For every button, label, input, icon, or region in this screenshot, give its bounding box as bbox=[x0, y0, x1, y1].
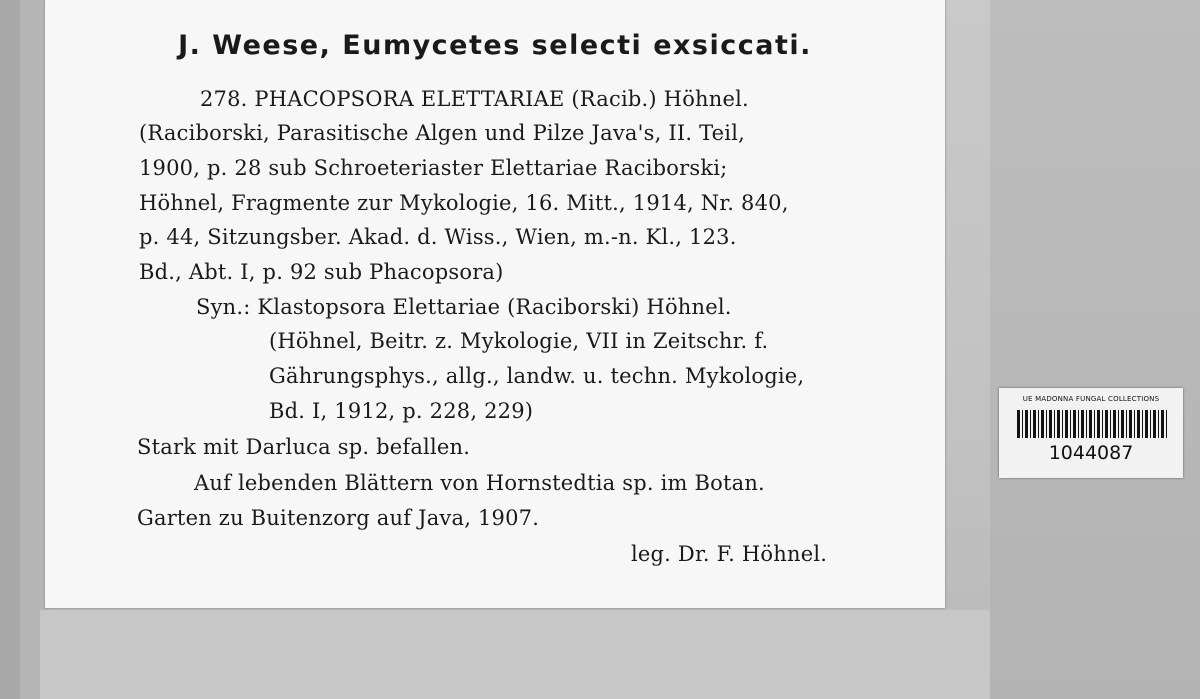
label-line-infection-note: Stark mit Darluca sp. befallen. bbox=[137, 435, 471, 459]
label-line-citation-3: Höhnel, Fragmente zur Mykologie, 16. Mitt., 1914, Nr. 840, bbox=[139, 191, 789, 215]
label-line-synonym-ref-1: (Höhnel, Beitr. z. Mykologie, VII in Zeitschr. f. bbox=[269, 329, 769, 353]
label-title: J. Weese, Eumycetes selecti exsiccati. bbox=[178, 30, 812, 61]
label-line-citation-1: (Raciborski, Parasitische Algen und Pilze Java's, II. Teil, bbox=[139, 121, 745, 145]
label-line-synonym-ref-3: Bd. I, 1912, p. 228, 229) bbox=[269, 399, 534, 423]
label-line-collector: leg. Dr. F. Höhnel. bbox=[631, 542, 828, 566]
label-line-citation-2: 1900, p. 28 sub Schroeteriaster Elettariae Raciborski; bbox=[139, 156, 728, 180]
label-line-habitat: Auf lebenden Blättern von Hornstedtia sp. im Botan. bbox=[194, 471, 765, 495]
label-line-synonym-ref-2: Gährungsphys., allg., landw. u. techn. Mykologie, bbox=[269, 364, 805, 388]
adjacent-sheet bbox=[990, 0, 1200, 699]
left-paper-edge bbox=[0, 0, 22, 699]
label-line-species: 278. PHACOPSORA ELETTARIAE (Racib.) Höhnel. bbox=[200, 87, 749, 111]
packet-fold bbox=[40, 610, 990, 699]
label-line-locality: Garten zu Buitenzorg auf Java, 1907. bbox=[137, 506, 540, 530]
specimen-label bbox=[45, 0, 945, 608]
barcode-bars bbox=[1017, 410, 1167, 438]
barcode-number: 1044087 bbox=[1048, 442, 1134, 464]
label-line-citation-4: p. 44, Sitzungsber. Akad. d. Wiss., Wien, m.-n. Kl., 123. bbox=[139, 225, 737, 249]
label-line-synonym: Syn.: Klastopsora Elettariae (Raciborski) Höhnel. bbox=[196, 295, 732, 319]
barcode-collection-text: UE MADONNA FUNGAL COLLECTIONS bbox=[1022, 395, 1160, 403]
label-line-citation-5: Bd., Abt. I, p. 92 sub Phacopsora) bbox=[139, 260, 504, 284]
barcode-label bbox=[999, 388, 1183, 478]
